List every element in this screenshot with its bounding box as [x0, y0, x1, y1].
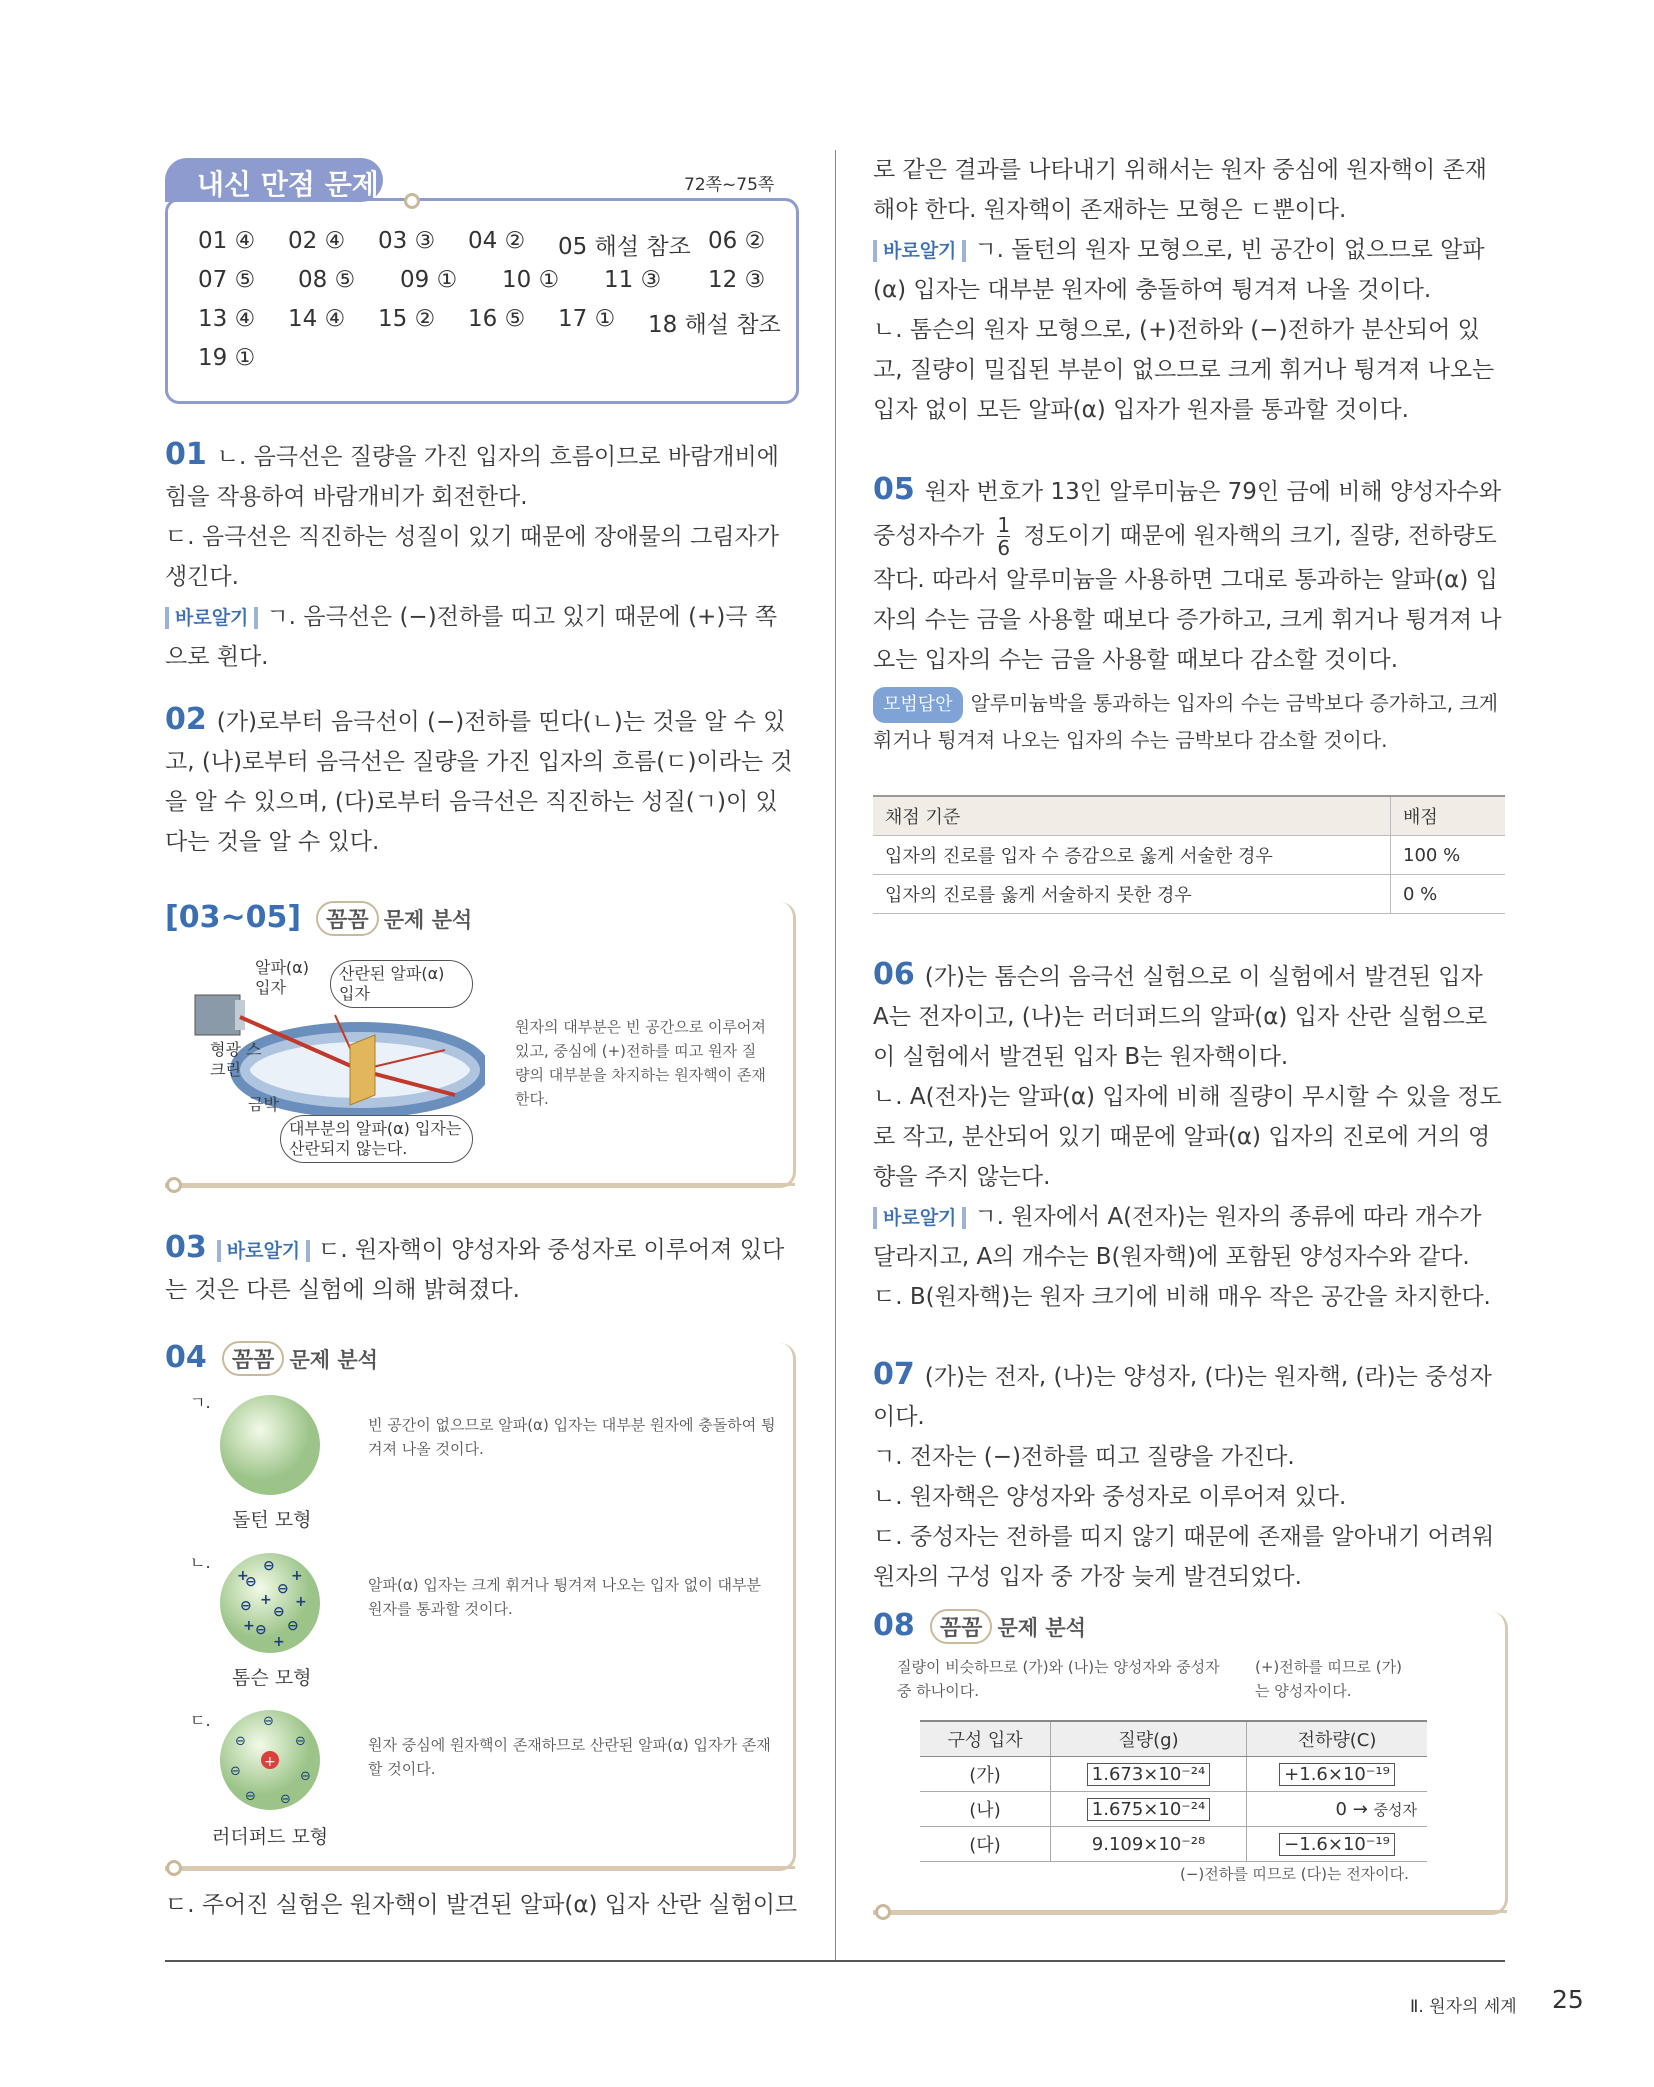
q02-text: (가)로부터 음극선이 (−)전하를 띤다(ㄴ)는 것을 알 수 있고, (나)로부터 음극선은 질량을 가진 입자의 흐름(ㄷ)이라는 것을 알 수 있으며, (다)로부터 음극선은 직진하는 성질(ㄱ)이 있다는 것을 알 수 있다.	[165, 709, 793, 855]
answer-item: 07 ⑤	[198, 267, 256, 293]
answer-item: 01 ④	[198, 228, 256, 254]
answer-item: 11 ③	[604, 267, 662, 293]
box-dot	[166, 1860, 182, 1876]
q06-number: 06	[873, 957, 915, 992]
model-a-label: 돌턴 모형	[232, 1509, 312, 1531]
answer-item: 04 ②	[468, 228, 526, 254]
answer-item: 13 ④	[198, 306, 256, 332]
particle-cell: +1.6×10⁻¹⁹	[1279, 1763, 1395, 1786]
baro-tag: 바로알기	[217, 1240, 310, 1262]
score-cell: 입자의 진로를 입자 수 증감으로 옳게 서술한 경우	[873, 836, 1391, 875]
answer-item: 18 해설 참조	[648, 312, 781, 338]
q02-number: 02	[165, 702, 207, 737]
box08-note-3: (−)전하를 띠므로 (다)는 전자이다.	[1180, 1865, 1409, 1883]
q06-text-3: ㄱ. 원자에서 A(전자)는 원자의 종류에 따라 개수가 달라지고, A의 개수는 B(원자핵)에 포함된 양성자수와 같다.	[873, 1204, 1482, 1270]
svg-text:⊖: ⊖	[245, 1789, 256, 1804]
page-number: 25	[1552, 1985, 1584, 2014]
box08-header	[873, 1608, 1086, 1644]
svg-text:+: +	[237, 1568, 249, 1584]
q06-text-1: (가)는 톰슨의 음극선 실험으로 이 실험에서 발견된 입자 A는 전자이고, (나)는 러더퍼드의 알파(α) 입자 산란 실험으로 이 실험에서 발견된 입자 B는 원자핵이다.	[873, 964, 1488, 1070]
svg-text:⊖: ⊖	[235, 1734, 246, 1749]
kk-badge: 꼼꼼	[316, 901, 379, 936]
q03-text: ㄷ. 원자핵이 양성자와 중성자로 이루어져 있다는 것은 다른 실험에 의해 밝혀졌다.	[165, 1237, 785, 1303]
answer-item: 16 ⑤	[468, 306, 526, 332]
answer-item: 15 ②	[378, 306, 436, 332]
svg-text:⊖: ⊖	[263, 1558, 275, 1574]
q03-block	[165, 1228, 795, 1310]
q02-block	[165, 700, 795, 862]
scattered-label: 산란된 알파(α) 입자	[330, 960, 473, 1008]
answer-title-text: 내신 만점 문제	[197, 168, 379, 201]
svg-text:+: +	[243, 1618, 255, 1634]
q05-number: 05	[873, 472, 915, 507]
model-a-note: 빈 공간이 없으므로 알파(α) 입자는 대부분 원자에 충돌하여 튕겨져 나올 것이다.	[368, 1416, 776, 1458]
analysis-title: 문제 분석	[997, 1616, 1086, 1640]
answer-item: 03 ③	[378, 228, 436, 254]
model-b-note: 알파(α) 입자는 크게 휘거나 튕겨져 나오는 입자 없이 대부분 원자를 통과할 것이다.	[368, 1576, 762, 1618]
score-cell: 0 %	[1391, 875, 1506, 914]
table-row	[920, 1827, 1427, 1862]
alpha-label: 알파(α) 입자	[255, 958, 309, 997]
analysis-title: 문제 분석	[383, 908, 473, 932]
particle-cell: (다)	[920, 1827, 1051, 1862]
box0305-number: [03~05]	[165, 900, 302, 935]
q06-text-2: ㄴ. A(전자)는 알파(α) 입자에 비해 질량이 무시할 수 있을 정도로 작고, 분산되어 있기 때문에 알파(α) 입자의 진로에 거의 영향을 주지 않는다.	[873, 1084, 1502, 1190]
answer-item: 08 ⑤	[298, 267, 356, 293]
particle-table	[920, 1720, 1427, 1862]
svg-text:⊖: ⊖	[277, 1581, 289, 1597]
table-row: (나) 1.675×10⁻²⁴ 0 → 중성자	[920, 1792, 1427, 1827]
box0305-note: 원자의 대부분은 빈 공간으로 이루어져 있고, 중심에 (+)전하를 띠고 원자 질량의 대부분을 차지하는 원자핵이 존재한다.	[515, 1018, 766, 1108]
q05-text-1b: 중성자수가	[873, 523, 985, 549]
q05-text-1a: 원자 번호가 13인 알루미늄은 79인 금에 비해 양성자수와	[924, 479, 1502, 505]
answer-item: 05 해설 참조	[558, 234, 691, 260]
svg-text:⊖: ⊖	[255, 1622, 267, 1638]
q07-text-4: ㄷ. 중성자는 전하를 띠지 않기 때문에 존재를 알아내기 어려워 원자의 구성 입자 중 가장 늦게 발견되었다.	[873, 1524, 1495, 1590]
box-dot	[875, 1904, 891, 1920]
model-c-note: 원자 중심에 원자핵이 존재하므로 산란된 알파(α) 입자가 존재할 것이다.	[368, 1736, 771, 1778]
svg-text:+: +	[295, 1594, 307, 1610]
score-table	[873, 795, 1505, 914]
svg-text:⊖: ⊖	[263, 1714, 274, 1729]
q07-number: 07	[873, 1357, 915, 1392]
neutral-label: 중성자	[1373, 1800, 1417, 1819]
box08-number: 08	[873, 1608, 915, 1643]
q07-text-1: (가)는 전자, (나)는 양성자, (다)는 원자핵, (라)는 중성자이다.	[873, 1364, 1492, 1430]
score-head-points: 배점	[1391, 796, 1506, 836]
particle-head: 질량(g)	[1051, 1721, 1247, 1757]
answer-item: 12 ③	[708, 267, 766, 293]
particle-table-wrap	[920, 1720, 1427, 1862]
baro-tag: 바로알기	[165, 607, 258, 629]
svg-text:⊖: ⊖	[245, 1574, 257, 1590]
footer-line	[165, 1960, 1505, 1962]
model-c-label: 러더퍼드 모형	[212, 1826, 329, 1848]
most-label: 대부분의 알파(α) 입자는 산란되지 않는다.	[280, 1115, 473, 1163]
q01-number: 01	[165, 437, 207, 472]
q06-block	[873, 955, 1505, 1317]
svg-text:+: +	[260, 1592, 272, 1608]
kk-badge: 꼼꼼	[222, 1341, 285, 1376]
q04-cont-left	[165, 1885, 805, 1925]
answer-item: 09 ①	[400, 267, 458, 293]
dalton-model-icon	[215, 1390, 325, 1500]
model-answer-tag: 모범답안	[873, 687, 963, 723]
answer-item: 14 ④	[288, 306, 346, 332]
q05-block	[873, 470, 1505, 757]
fraction-numerator: 1	[997, 513, 1011, 537]
box04-number: 04	[165, 1340, 207, 1375]
q04-text-4: ㄴ. 톰슨의 원자 모형으로, (+)전하와 (−)전하가 분산되어 있고, 질량이 밀집된 부분이 없으므로 크게 휘거나 튕겨져 나오는 입자 없이 모든 알파(α) 입자가 원자를 통과할 것이다.	[873, 317, 1495, 423]
box-bottom-line	[165, 1866, 795, 1869]
q01-text-2: ㄷ. 음극선은 직진하는 성질이 있기 때문에 장애물의 그림자가 생긴다.	[165, 524, 779, 590]
analysis-title: 문제 분석	[289, 1348, 378, 1372]
svg-text:⊖: ⊖	[300, 1769, 311, 1784]
particle-cell: −1.6×10⁻¹⁹	[1279, 1833, 1395, 1856]
svg-text:⊖: ⊖	[287, 1618, 299, 1634]
box04-header	[165, 1340, 378, 1376]
fraction-denominator: 6	[997, 536, 1011, 560]
q07-text-3: ㄴ. 원자핵은 양성자와 중성자로 이루어져 있다.	[873, 1484, 1347, 1510]
kk-badge: 꼼꼼	[930, 1609, 993, 1644]
answer-item: 02 ④	[288, 228, 346, 254]
particle-head: 구성 입자	[920, 1721, 1051, 1757]
model-c-mark: ㄷ.	[190, 1711, 211, 1730]
score-table-wrap	[873, 795, 1505, 914]
q01-text-3: ㄱ. 음극선은 (−)전하를 띠고 있기 때문에 (+)극 쪽으로 휜다.	[165, 604, 778, 670]
particle-cell: 0	[1335, 1798, 1347, 1820]
particle-cell: (나)	[920, 1792, 1051, 1827]
model-b-mark: ㄴ.	[190, 1553, 211, 1572]
table-row	[873, 875, 1505, 914]
svg-text:+: +	[291, 1568, 303, 1584]
svg-text:⊖: ⊖	[240, 1598, 252, 1614]
svg-text:⊖: ⊖	[280, 1792, 291, 1807]
q04-text-3: ㄱ. 돌턴의 원자 모형으로, 빈 공간이 없으므로 알파(α) 입자는 대부분 원자에 충돌하여 튕겨져 나올 것이다.	[873, 237, 1485, 303]
table-row	[920, 1757, 1427, 1792]
score-cell: 100 %	[1391, 836, 1506, 875]
q04-text-2: 로 같은 결과를 나타내기 위해서는 원자 중심에 원자핵이 존재해야 한다. 원자핵이 존재하는 모형은 ㄷ뿐이다.	[873, 157, 1487, 223]
box08-note-2: (+)전하를 띠므로 (가)는 양성자이다.	[1255, 1658, 1402, 1700]
particle-cell: 1.675×10⁻²⁴	[1087, 1798, 1210, 1821]
particle-cell: (가)	[920, 1757, 1051, 1792]
baro-tag: 바로알기	[873, 240, 966, 262]
q06-text-4: ㄷ. B(원자핵)는 원자 크기에 비해 매우 작은 공간을 차지한다.	[873, 1284, 1491, 1310]
answer-item: 10 ①	[502, 267, 560, 293]
title-dot	[404, 193, 420, 209]
answer-pages: 72쪽~75쪽	[684, 175, 775, 195]
model-b-label: 톰슨 모형	[232, 1667, 312, 1689]
fraction	[997, 514, 1010, 559]
box-dot	[166, 1177, 182, 1193]
footer-chapter: Ⅱ. 원자의 세계	[1410, 1997, 1517, 2017]
particle-cell: 1.673×10⁻²⁴	[1087, 1763, 1210, 1786]
svg-text:+: +	[273, 1634, 285, 1650]
q04-text-1: ㄷ. 주어진 실험은 원자핵이 발견된 알파(α) 입자 산란 실험이므	[165, 1892, 798, 1918]
svg-text:+: +	[264, 1754, 276, 1770]
particle-head: 전하량(C)	[1247, 1721, 1428, 1757]
thomson-model-icon	[215, 1548, 325, 1658]
box-bottom-line	[165, 1183, 795, 1186]
foil-label: 금박	[248, 1095, 279, 1114]
answer-box-title	[165, 158, 383, 202]
q01-block	[165, 435, 795, 677]
q05-model-answer: 알루미늄박을 통과하는 입자의 수는 금박보다 증가하고, 크게 휘거나 튕겨져 나오는 입자의 수는 금박보다 감소할 것이다.	[873, 691, 1499, 752]
q01-text-1: ㄴ. 음극선은 질량을 가진 입자의 흐름이므로 바람개비에 힘을 작용하여 바람개비가 회전한다.	[165, 444, 779, 510]
score-cell: 입자의 진로를 옳게 서술하지 못한 경우	[873, 875, 1391, 914]
particle-cell: 9.109×10⁻²⁸	[1051, 1827, 1247, 1862]
q05-text-1c: 정도이기 때문에 원자핵의 크기, 질량, 전하량도	[1023, 523, 1497, 549]
svg-text:⊖: ⊖	[273, 1604, 285, 1620]
answer-item: 19 ①	[198, 345, 256, 371]
box08-note-1: 질량이 비슷하므로 (가)와 (나)는 양성자와 중성자 중 하나이다.	[897, 1658, 1220, 1700]
column-divider	[835, 150, 836, 1960]
q07-text-2: ㄱ. 전자는 (−)전하를 띠고 질량을 가진다.	[873, 1444, 1295, 1470]
q03-number: 03	[165, 1230, 207, 1265]
q05-text-2: 작다. 따라서 알루미늄을 사용하면 그대로 통과하는 알파(α) 입자의 수는 금을 사용할 때보다 증가하고, 크게 휘거나 튕겨져 나오는 입자의 수는 금을 사용할 때보다 감소할 것이다.	[873, 567, 1502, 673]
answer-item: 06 ②	[708, 228, 766, 254]
model-a-mark: ㄱ.	[190, 1393, 211, 1412]
baro-tag: 바로알기	[873, 1207, 966, 1229]
svg-text:⊖: ⊖	[230, 1764, 241, 1779]
screen-label: 형광 스크린	[210, 1040, 262, 1079]
svg-text:⊖: ⊖	[295, 1734, 306, 1749]
box0305-header	[165, 900, 472, 936]
score-head-criteria: 채점 기준	[873, 796, 1391, 836]
q04-cont-right	[873, 150, 1505, 430]
box-bottom-line	[873, 1910, 1507, 1913]
answer-item: 17 ①	[558, 306, 616, 332]
table-row	[873, 836, 1505, 875]
q07-block	[873, 1355, 1505, 1597]
rutherford-model-icon	[215, 1705, 325, 1815]
